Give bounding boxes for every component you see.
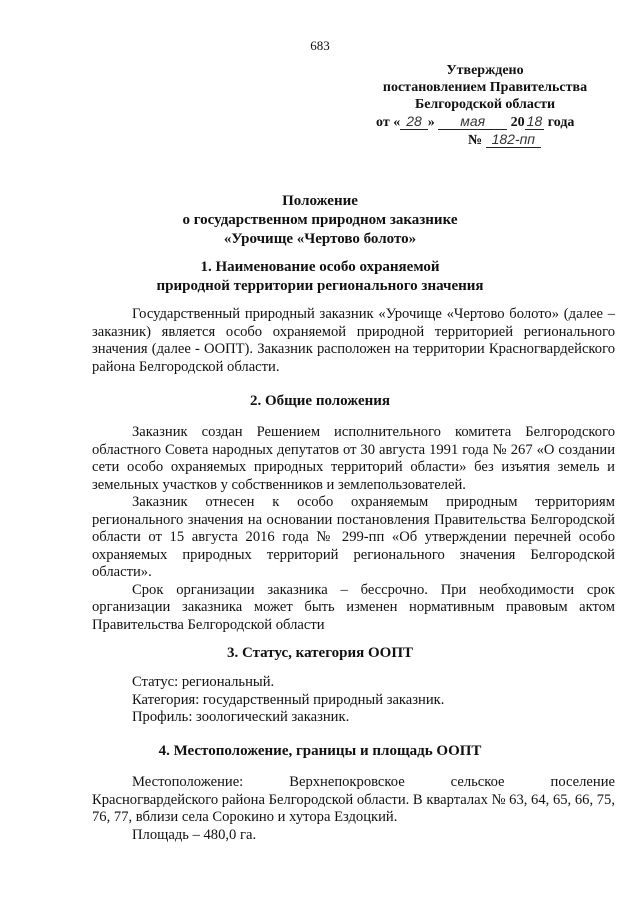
- section-1-heading-line-1: 1. Наименование особо охраняемой: [200, 259, 440, 275]
- year-prefix: 20: [510, 115, 525, 130]
- section-4-body: [92, 774, 615, 844]
- section-1-heading-line-2: природной территории регионального значения: [156, 278, 484, 294]
- section-1-paragraph: Государственный природный заказник «Урочище «Чертово болото» (далее – заказник) является особо охраняемой природной территорией регионального значения (далее - ООПТ). Заказник расположен на территории Красногвардейского района Белгородской области.: [92, 306, 615, 375]
- area-line: Площадь – 480,0 га.: [132, 826, 257, 843]
- section-2-paragraph-2: Заказник отнесен к особо охраняемым природным территориям регионального значения на основании постановления Правительства Белгородской области от 15 августа 2016 года № 299-пп «Об утверждении перечней особо охраняемых природных территорий регионального значения Белгородской области».: [92, 494, 615, 580]
- date-prefix: от «: [376, 115, 401, 130]
- section-1-body: [92, 306, 615, 376]
- title-line-2: о государственном природном заказнике: [182, 212, 458, 228]
- section-2-heading: 2. Общие положения: [249, 393, 391, 409]
- category-line: Категория: государственный природный заказник.: [132, 691, 445, 708]
- number-prefix: №: [468, 133, 483, 148]
- year-suffix: 18: [526, 113, 543, 129]
- section-4-heading: 4. Местоположение, границы и площадь ООПТ: [158, 743, 482, 759]
- approval-line-2: постановлением Правительства: [382, 80, 588, 95]
- status-line: Статус: региональный.: [132, 674, 275, 690]
- section-3-body: [132, 674, 444, 727]
- title-line-1: Положение: [282, 193, 358, 209]
- approval-line-3: Белгородской области: [414, 97, 556, 112]
- section-1-heading: [0, 258, 640, 296]
- approval-date: [376, 113, 610, 131]
- document-title: [0, 192, 640, 249]
- profile-line: Профиль: зоологический заказник.: [132, 709, 350, 725]
- section-2-paragraph-1: Заказник создан Решением исполнительного комитета Белгородского областного Совета народных депутатов от 30 августа 1991 года № 267 «О создании сети особо охраняемых природных территорий области» без изъятия земель и земельных участков у собственников и землепользователей.: [92, 424, 615, 493]
- year-word: года: [547, 115, 575, 130]
- page-number: 683: [310, 38, 330, 53]
- number-value: 182-пп: [486, 131, 541, 148]
- approval-block: [360, 62, 610, 149]
- title-line-3: «Урочище «Чертово болото»: [223, 231, 417, 247]
- approval-line-1: Утверждено: [446, 63, 524, 78]
- section-2-body: [92, 424, 615, 634]
- approval-number: [468, 131, 610, 149]
- location-paragraph: Местоположение: Верхнепокровское сельское поселение Красногвардейского района Белгородской области. В кварталах № 63, 64, 65, 66, 75, 76, 77, вблизи села Сорокино и хутора Ездоцкий.: [92, 774, 615, 825]
- date-month: мая: [438, 113, 507, 130]
- date-day: 28: [400, 113, 428, 130]
- section-2-paragraph-3: Срок организации заказника – бессрочно. При необходимости срок организации заказника может быть изменен нормативным правовым актом Правительства Белгородской области: [92, 581, 615, 633]
- section-3-heading: 3. Статус, категория ООПТ: [226, 645, 413, 661]
- date-mid: »: [427, 115, 435, 130]
